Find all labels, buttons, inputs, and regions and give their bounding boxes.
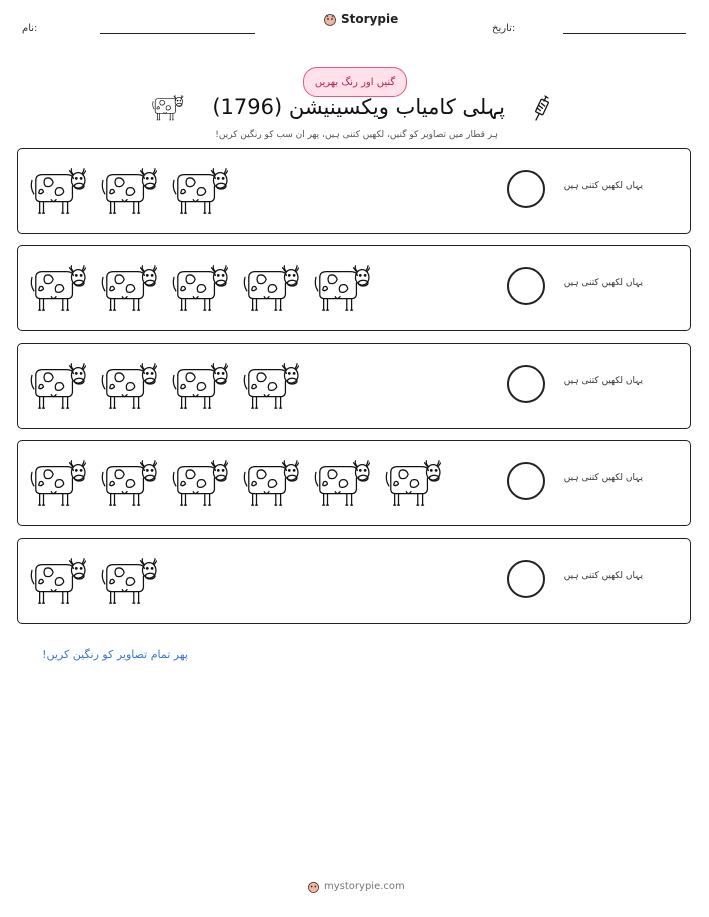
cow-icon	[28, 260, 86, 314]
storypie-mascot-icon	[307, 880, 320, 893]
count-row	[17, 538, 691, 624]
cow-icon	[99, 553, 157, 607]
cow-icon	[170, 358, 228, 412]
cow-icon	[28, 358, 86, 412]
cow-icon	[241, 260, 299, 314]
cow-icon	[170, 455, 228, 509]
cow-icon	[170, 163, 228, 217]
cow-icon	[241, 455, 299, 509]
page-title: پہلی کامیاب ویکسینیشن (1796)	[212, 95, 505, 119]
cow-icon	[99, 455, 157, 509]
answer-circle[interactable]	[507, 267, 545, 305]
storypie-logo	[323, 12, 398, 26]
answer-label: یہاں لکھیں کتنی ہیں	[563, 571, 643, 581]
answer-circle[interactable]	[507, 560, 545, 598]
cow-group	[28, 358, 299, 412]
syringe-icon	[530, 92, 556, 122]
date-label: تاریخ:	[492, 23, 516, 34]
count-row	[17, 440, 691, 526]
answer-circle[interactable]	[507, 365, 545, 403]
cow-icon	[170, 260, 228, 314]
name-line[interactable]	[100, 33, 255, 34]
cow-icon	[241, 358, 299, 412]
answer-label: یہاں لکھیں کتنی ہیں	[563, 376, 643, 386]
name-label: نام:	[22, 23, 38, 34]
count-row	[17, 148, 691, 234]
count-row	[17, 245, 691, 331]
cow-icon	[99, 163, 157, 217]
cow-group	[28, 553, 157, 607]
cow-icon	[312, 260, 370, 314]
cow-icon	[99, 260, 157, 314]
date-line[interactable]	[563, 33, 686, 34]
answer-label: یہاں لکھیں کتنی ہیں	[563, 473, 643, 483]
cow-icon	[383, 455, 441, 509]
answer-label: یہاں لکھیں کتنی ہیں	[563, 181, 643, 191]
count-row	[17, 343, 691, 429]
instructions: ہر قطار میں تصاویر کو گنیں، لکھیں کتنی ہیں، پھر ان سب کو رنگین کریں!	[215, 130, 498, 140]
logo-text: Storypie	[341, 12, 399, 26]
cow-icon	[312, 455, 370, 509]
cow-icon	[28, 163, 86, 217]
cow-icon	[99, 358, 157, 412]
footer-instruction: پھر تمام تصاویر کو رنگین کریں!	[42, 648, 188, 661]
storypie-mascot-icon	[323, 12, 337, 26]
footer-site-text: mystorypie.com	[324, 881, 405, 892]
answer-label: یہاں لکھیں کتنی ہیں	[563, 278, 643, 288]
cow-group	[28, 260, 370, 314]
answer-circle[interactable]	[507, 170, 545, 208]
cow-icon	[28, 455, 86, 509]
activity-badge: گنیں اور رنگ بھریں	[303, 67, 407, 97]
cow-group	[28, 455, 441, 509]
cow-group	[28, 163, 228, 217]
cow-icon	[28, 553, 86, 607]
footer-site	[307, 880, 405, 893]
answer-circle[interactable]	[507, 462, 545, 500]
title-cow-icon	[150, 92, 184, 122]
